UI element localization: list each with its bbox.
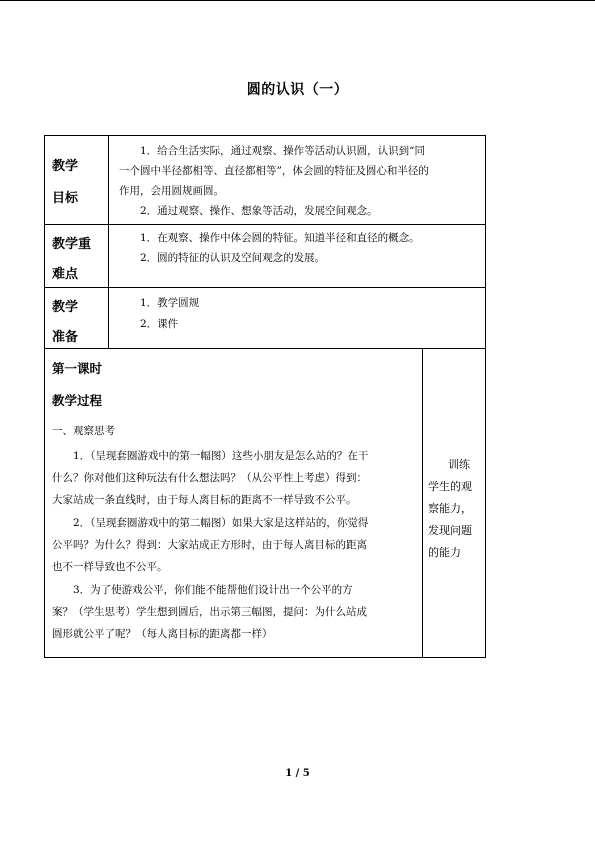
paragraph-3: 3．为了使游戏公平，你们能不能帮他们设计出一个公平的方 案？（学生思考）学生想到圆后，出示第三幅图，提问：为什么站成 圆形就公平了呢？（每人离目标的距离都一样） [52,584,367,640]
paragraph-2: 2．（呈现套圈游戏中的第二幅图）如果大家是这样站的，你觉得 公平吗？为什么？得到：大家站成正方形时，由于每人离目标的距离 也不一样导致也不公平。 [52,517,369,573]
preparation-label: 教学 准备 [45,288,109,348]
preparation-row [45,288,485,349]
key-points-label: 教学重 难点 [45,225,109,287]
objectives-row [45,136,485,225]
lesson-heading: 第一课时 [52,361,103,376]
preparation-content: 1．教学圆规 2．课件 [140,297,200,330]
paragraph-1: 1．（呈现套圈游戏中的第一幅图）这些小朋友是怎么站的？在干 什么？你对他们这种玩法有什么想法吗？（从公平性上考虑）得到： 大家站成一条直线时，由于每人离目标的距离不一样导致不公平。 [52,450,369,506]
page-title: 圆的认识（一） [246,82,349,98]
header-rule [0,0,595,1]
objectives-content: 1．给合生活实际，通过观察、操作等活动认识圆，认识到“同 一个圆中半径都相等、直径都相等”，体会圆的特征及圆心和半径的 作用，会用圆规画圆。 2．通过观察、操作、想象等活动，发展空间观念。 [119,145,429,217]
process-heading: 教学过程 [52,393,103,408]
section-heading: 一、观察思考 [52,425,115,437]
key-points-content: 1．在观察、操作中体会圆的特征。知道半径和直径的概念。 2．圆的特征的认识及空间观念的发展。 [140,232,420,264]
design-note: 训练 学生的观 察能力， 发现问题 的能力 [428,458,472,559]
lesson-plan-table [44,135,486,658]
objectives-label: 教学 目标 [45,136,109,224]
key-points-row [45,225,485,288]
lesson-process-content [45,349,423,658]
lesson-process-row [45,349,485,658]
page-number: 1 / 5 [285,768,310,779]
